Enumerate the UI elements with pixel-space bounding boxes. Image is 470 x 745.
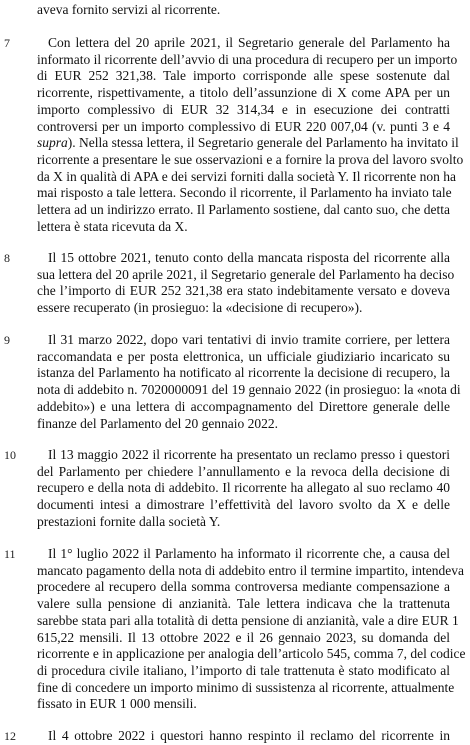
paragraph-line: istanza del Parlamento ha notificato al ricorrente la decisione di recupero, la — [37, 365, 450, 381]
paragraph-line: fine di concedere un importo minimo di sussistenza al ricorrente, attualmente — [37, 679, 455, 695]
paragraph-line: lettera ad un indirizzo errato. Il Parlamento sostiene, dal canto suo, che detta — [37, 202, 450, 218]
paragraph-11 — [37, 546, 466, 713]
paragraph-line: raccomandata e per posta elettronica, un ufficiale giudiziario incaricato su — [37, 348, 450, 364]
paragraph-line: Il 15 ottobre 2021, tenuto conto della mancata risposta del ricorrente alla — [48, 250, 450, 265]
carryover-paragraph — [37, 2, 450, 19]
paragraph-number: 9 — [4, 333, 10, 347]
paragraph-line: Il 13 maggio 2022 il ricorrente ha presentato un reclamo presso i questori — [48, 447, 450, 462]
paragraph-line: recupero e della nota di addebito. Il ricorrente ha allegato al suo reclamo 40 — [37, 480, 450, 496]
paragraph-line: che l’importo di EUR 252 321,38 era stato indebitamente versato e doveva — [37, 283, 450, 299]
paragraph-line: informato il ricorrente dell’avvio di una procedura di recupero per un importo — [37, 51, 458, 67]
paragraph-line: Il 31 marzo 2022, dopo vari tentativi di invio tramite corriere, per lettera — [48, 332, 450, 347]
paragraph-line: nota di addebito n. 7020000091 del 19 gennaio 2022 (in prosieguo: la «nota di — [37, 382, 461, 398]
paragraph-number: 11 — [4, 547, 16, 561]
paragraph-line: mai risposto a tale lettera. Secondo il ricorrente, il Parlamento ha inviato tale — [37, 185, 452, 201]
paragraph-7 — [37, 35, 464, 235]
paragraph-line: Con lettera del 20 aprile 2021, il Segretario generale del Parlamento ha — [48, 35, 450, 50]
paragraph-line: di procedura civile italiano, l’importo di tale trattenuta è stato modificato al — [37, 662, 450, 678]
paragraph-9 — [37, 332, 461, 432]
paragraph-line: del Parlamento per chiedere l’annullamento e la revoca della decisione di — [37, 463, 450, 479]
paragraph-line: controversi per un importo complessivo di EUR 220 007,04 (v. punti 3 e 4 — [37, 118, 450, 134]
paragraph-line: sua lettera del 20 aprile 2021, il Segretario generale del Parlamento ha deciso — [37, 266, 455, 282]
paragraph-line: aveva fornito servizi al ricorrente. — [37, 2, 221, 17]
paragraph-line: 615,22 mensili. Il 13 ottobre 2022 e il 26 gennaio 2023, su domanda del — [37, 629, 450, 645]
paragraph-12 — [37, 728, 450, 745]
paragraph-8 — [37, 250, 455, 317]
paragraph-line: Il 4 ottobre 2022 i questori hanno respinto il reclamo del ricorrente in — [48, 728, 450, 743]
paragraph-line: lettera è stata ricevuta da X. — [37, 218, 188, 234]
paragraph-line: fissato in EUR 1 000 mensili. — [37, 696, 197, 712]
paragraph-line: Il 1° luglio 2022 il Parlamento ha informato il ricorrente che, a causa del — [48, 546, 450, 561]
paragraph-line: di EUR 252 321,38. Tale importo corrisponde alle spese sostenute dal — [37, 68, 450, 84]
paragraph-line: da X in qualità di APA e dei servizi forniti dalla società Y. Il ricorrente non ha — [37, 168, 457, 184]
paragraph-line: procedere al recupero della somma controversa mediante compensazione a — [37, 579, 450, 595]
paragraph-line: supra). Nella stessa lettera, il Segretario generale del Parlamento ha invitato il — [37, 135, 459, 151]
paragraph-10 — [37, 447, 450, 531]
paragraph-line: essere recuperato (in prosieguo: la «decisione di recupero»). — [37, 300, 363, 316]
paragraph-line: ricorrente a presentare le sue osservazioni e a fornire la prova del lavoro svolto — [37, 151, 464, 167]
paragraph-line: sarebbe stata pari alla totalità di detta pensione di anzianità, vale a dire EUR 1 — [37, 612, 459, 628]
paragraph-line: prestazioni fornite dalla società Y. — [37, 513, 221, 529]
paragraph-line: addebito») e una lettera di accompagnamento del Direttore generale delle — [37, 398, 450, 414]
paragraph-line: finanze del Parlamento del 20 gennaio 2022. — [37, 415, 279, 431]
paragraph-line: documenti intesi a dimostrare l’effettività del lavoro svolto da X e delle — [37, 497, 450, 513]
paragraph-line: mancato pagamento della nota di addebito entro il termine impartito, intendeva — [37, 562, 464, 578]
paragraph-number: 10 — [4, 448, 16, 462]
paragraph-line: ricorrente e in applicazione per analogia dell’articolo 545, comma 7, del codice — [37, 646, 466, 662]
paragraph-line: ricorrente, rispettivamente, a titolo dell’assunzione di X come APA per un — [37, 85, 450, 101]
paragraph-line: importo complessivo di EUR 32 314,34 e in esecuzione dei contratti — [37, 101, 450, 117]
paragraph-line: valere sulla pensione di anzianità. Tale lettera indicava che la trattenuta — [37, 596, 450, 612]
paragraph-number: 12 — [4, 729, 16, 743]
paragraph-number: 7 — [4, 36, 10, 50]
paragraph-number: 8 — [4, 251, 10, 265]
